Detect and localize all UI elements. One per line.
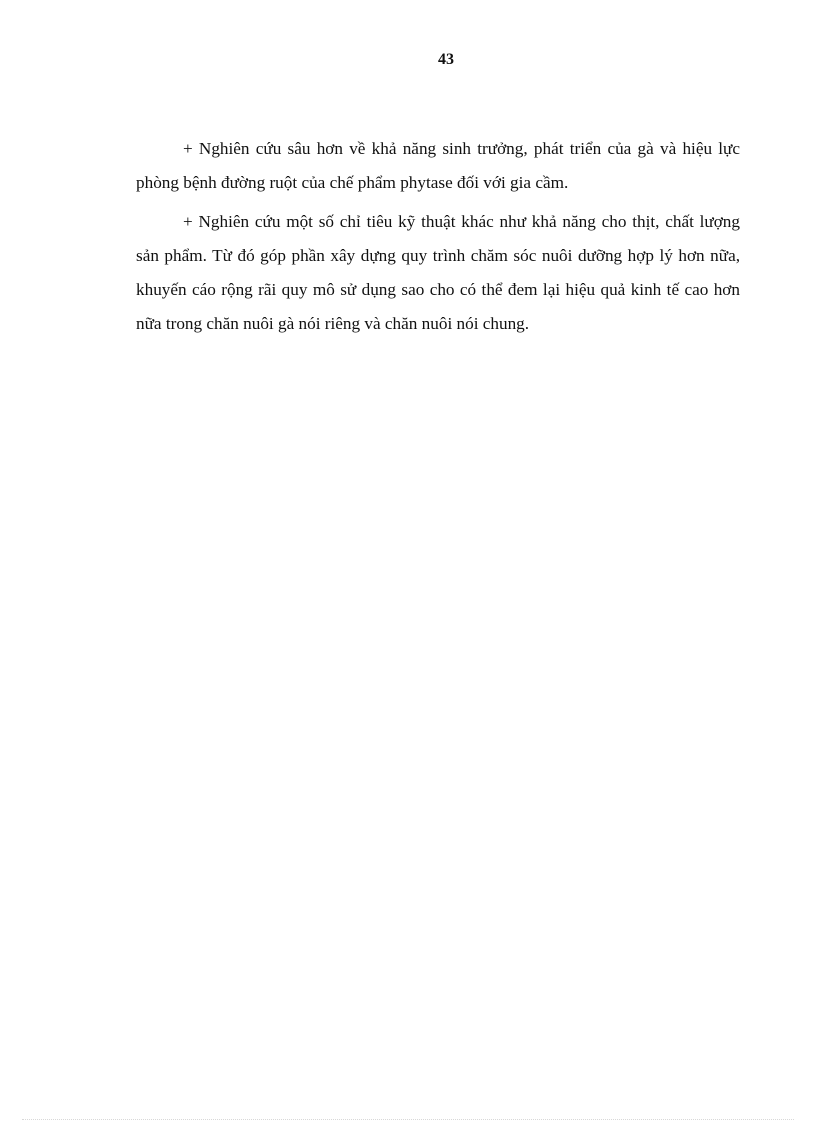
document-body — [136, 132, 740, 346]
page-number: 43 — [438, 51, 454, 68]
page-bottom-divider — [22, 1119, 794, 1120]
paragraph-research-technical: + Nghiên cứu một số chỉ tiêu kỹ thuật khác như khả năng cho thịt, chất lượng sản phẩm. Từ đó góp phần xây dựng quy trình chăm sóc nuôi dưỡng hợp lý hơn nữa, khuyến cáo rộng rãi quy mô sử dụng sao cho có thể đem lại hiệu quả kinh tế cao hơn nữa trong chăn nuôi gà nói riêng và chăn nuôi nói chung. — [136, 212, 740, 333]
paragraph-research-growth: + Nghiên cứu sâu hơn về khả năng sinh trưởng, phát triển của gà và hiệu lực phòng bệnh đường ruột của chế phẩm phytase đối với gia cầm. — [136, 139, 740, 192]
